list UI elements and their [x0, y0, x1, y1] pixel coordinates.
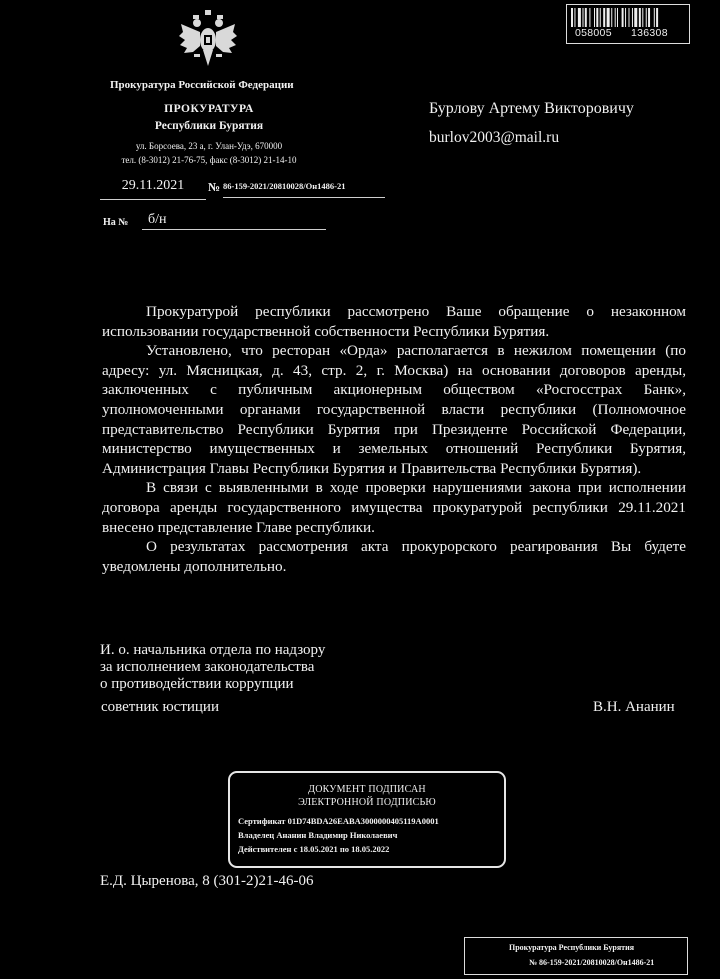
barcode-bar — [615, 8, 616, 27]
org-name-line2: Республики Бурятия — [154, 120, 264, 132]
executor-contact: Е.Д. Цыренова, 8 (301-2)21-46-06 — [100, 873, 314, 889]
barcode-bar — [648, 8, 650, 27]
barcode-bar — [632, 8, 633, 27]
barcode-bar — [639, 8, 641, 27]
footer-org: Прокуратура Республики Бурятия — [509, 943, 635, 952]
number-label: № — [208, 180, 221, 194]
org-phones: тел. (8-3012) 21-76-75, факс (8-3012) 21-14-10 — [121, 155, 297, 165]
footer-number: № 86-159-2021/20810028/Он1486-21 — [529, 958, 655, 967]
barcode-bar — [646, 8, 647, 27]
barcode-bar — [578, 8, 581, 27]
body-paragraph: О результатах рассмотрения акта прокурорского реагирования Вы будете уведомлены дополнительно. — [102, 538, 686, 575]
barcode-bar — [600, 8, 601, 27]
barcode-right-number: 136308 — [631, 27, 668, 39]
signer-position-line3: о противодействии коррупции — [100, 676, 294, 692]
body-paragraph: Прокуратурой республики рассмотрено Ваше обращение о незаконном использовании государственной собственности Республики Бурятия. — [102, 303, 686, 340]
coat-of-arms-emblem — [177, 8, 239, 72]
barcode-bar — [611, 8, 612, 27]
esign-validity: Действителен с 18.05.2021 по 18.05.2022 — [238, 844, 390, 854]
body-paragraph: В связи с выявленными в ходе проверки нарушениями закона при исполнении договора аренды государственного имущества прокуратурой республики 29.11.2021 внесено представление Главе республики. — [102, 479, 686, 536]
registration-footer-box — [464, 937, 688, 975]
signer-rank: советник юстиции — [101, 699, 219, 715]
esign-title-line2: ЭЛЕКТРОННОЙ ПОДПИСЬЮ — [298, 797, 436, 808]
barcode-left-number: 058005 — [575, 27, 612, 39]
barcode-bar — [617, 8, 618, 27]
barcode-bar — [656, 8, 658, 27]
org-address: ул. Борсоева, 23 а, г. Улан-Удэ, 670000 — [135, 141, 283, 151]
letter-body — [102, 302, 686, 576]
recipient-name: Бурлову Артему Викторовичу — [429, 100, 634, 117]
barcode-bar — [607, 8, 610, 27]
barcode-icon — [571, 8, 685, 27]
esign-owner: Владелец Ананин Владимир Николаевич — [238, 830, 398, 840]
signer-name: В.Н. Ананин — [593, 699, 675, 715]
electronic-signature-stamp — [228, 771, 506, 868]
barcode-bar — [625, 8, 626, 27]
signer-position-line2: за исполнением законодательства — [100, 659, 315, 675]
barcode-bar — [574, 8, 575, 27]
org-name-line1: ПРОКУРАТУРА — [164, 103, 254, 115]
barcode-bar — [589, 8, 590, 27]
document-date: 29.11.2021 — [100, 178, 206, 200]
reply-label: На № — [103, 217, 129, 228]
signer-position-line1: И. о. начальника отдела по надзору — [100, 642, 326, 658]
document-number: 86-159-2021/20810028/Он1486-21 — [223, 181, 385, 198]
body-paragraph: Установлено, что ресторан «Орда» располагается в нежилом помещении (по адресу: ул. Мясницкая, д. 43, стр. 2, г. Москва) на основании договоров аренды, заключенных с публичным акционерным обществом «Росгосстрах Банк», уполномоченными органами государственной власти республики (Полномочное представительство Республики Бурятия при Президенте Российской Федерации, министерство имущественных и земельных отношений Республики Бурятия, Администрация Главы Республики Бурятия и Правительства Республики Бурятия). — [102, 342, 686, 477]
reply-value: б/н — [142, 212, 326, 230]
barcode-bar — [583, 8, 584, 27]
barcode-bar — [629, 8, 630, 27]
barcode-bar — [596, 8, 598, 27]
barcode-bar — [585, 8, 587, 27]
barcode-bar — [634, 8, 637, 27]
barcode-bar — [642, 8, 643, 27]
barcode-bar — [654, 8, 655, 27]
org-top-line: Прокуратура Российской Федерации — [110, 79, 294, 91]
esign-title-line1: ДОКУМЕНТ ПОДПИСАН — [308, 784, 426, 795]
recipient-email: burlov2003@mail.ru — [429, 129, 560, 146]
barcode-bar — [571, 8, 573, 27]
barcode-bar — [603, 8, 605, 27]
esign-certificate: Сертификат 01D74BDA26EABA3000000405119A0001 — [238, 816, 439, 826]
barcode-label — [566, 4, 690, 44]
barcode-bar — [622, 8, 624, 27]
barcode-bar — [594, 8, 595, 27]
